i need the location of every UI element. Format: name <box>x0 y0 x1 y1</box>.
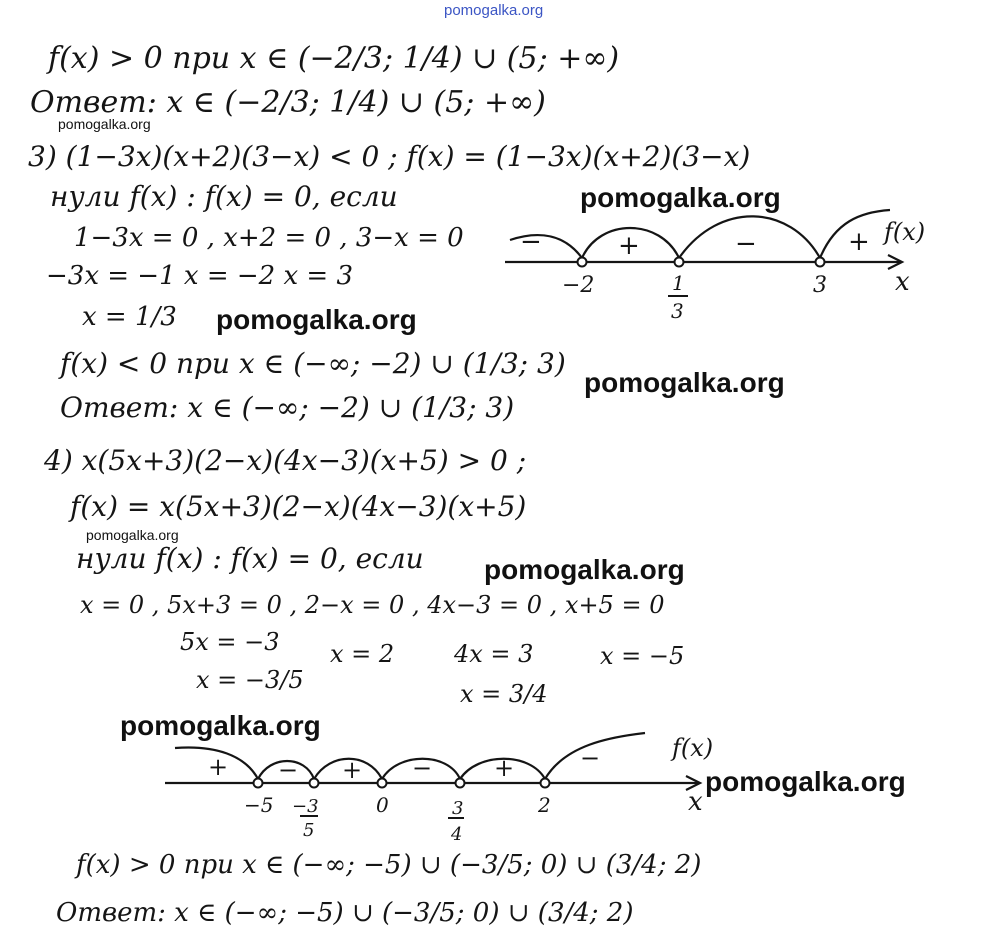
sign-label: − <box>412 754 433 782</box>
tick-label: 4 <box>451 824 463 845</box>
root-point <box>816 258 825 267</box>
zeros-heading: нули f(x) : f(x) = 0, если <box>76 542 424 575</box>
sign-arc <box>820 210 890 258</box>
watermark: pomogalka.org <box>580 182 781 213</box>
function-line: f(x) = x(5x+3)(2−x)(4x−3)(x+5) <box>70 490 527 523</box>
sign-label: − <box>735 229 757 259</box>
sign-arc <box>510 235 582 258</box>
sign-label: − <box>278 756 299 784</box>
equations-line: −3x = −1 x = −2 x = 3 <box>46 261 353 291</box>
answer-line: Ответ: x ∈ (−2/3; 1/4) ∪ (5; +∞) <box>30 85 546 120</box>
root-line: x = 1/3 <box>82 302 177 332</box>
tick-label: 2 <box>538 793 551 817</box>
answer-line: Ответ: x ∈ (−∞; −2) ∪ (1/3; 3) <box>60 391 515 424</box>
tick-label: 1 <box>672 271 685 295</box>
sign-label: + <box>342 756 363 784</box>
tick-label: 3 <box>452 798 464 819</box>
sign-arc <box>545 733 645 779</box>
sign-label: − <box>520 227 542 257</box>
tick-label: 3 <box>671 299 684 323</box>
axis-arrow-icon <box>888 255 902 269</box>
sign-arc <box>258 761 314 779</box>
problem-4-line: 4) x(5x+3)(2−x)(4x−3)(x+5) > 0 ; <box>44 444 527 477</box>
function-label: f(x) <box>884 218 926 246</box>
tick-label: −2 <box>562 273 595 298</box>
root-point <box>456 779 465 788</box>
root-point <box>254 779 263 788</box>
root-point <box>578 258 587 267</box>
watermark-small: pomogalka.org <box>86 527 179 543</box>
tick-label: −5 <box>244 793 274 817</box>
sign-label: + <box>208 753 229 781</box>
root-point <box>310 779 319 788</box>
sign-label: + <box>618 231 640 261</box>
root-point <box>378 779 387 788</box>
equation-step: 4x = 3 <box>454 640 534 668</box>
axis-label: x <box>688 787 703 817</box>
root-point <box>675 258 684 267</box>
watermark: pomogalka.org <box>484 554 685 585</box>
equation-step: x = 2 <box>330 640 395 668</box>
solution-line: f(x) > 0 при x ∈ (−2/3; 1/4) ∪ (5; +∞) <box>48 41 620 76</box>
equations-line: 1−3x = 0 , x+2 = 0 , 3−x = 0 <box>74 223 464 253</box>
root-line: x = −3/5 <box>196 666 304 694</box>
tick-label: 3 <box>813 273 827 298</box>
sign-label: + <box>494 754 515 782</box>
tick-label: −3 <box>292 796 319 817</box>
root-point <box>541 779 550 788</box>
watermark: pomogalka.org <box>705 766 906 797</box>
tick-label: 0 <box>376 793 389 817</box>
equation-step: 5x = −3 <box>180 628 280 656</box>
tick-label: 5 <box>303 820 315 841</box>
problem-3-line: 3) (1−3x)(x+2)(3−x) < 0 ; f(x) = (1−3x)(x+2)(3−x) <box>28 140 751 173</box>
watermark: pomogalka.org <box>120 710 321 741</box>
sign-arc <box>175 747 258 779</box>
watermark: pomogalka.org <box>584 367 785 398</box>
sign-arc <box>382 759 460 779</box>
sign-label: − <box>580 744 601 772</box>
equations-line: x = 0 , 5x+3 = 0 , 2−x = 0 , 4x−3 = 0 , x+5 = 0 <box>80 591 665 619</box>
sign-arc <box>679 216 820 258</box>
sign-arc <box>460 759 545 779</box>
zeros-heading: нули f(x) : f(x) = 0, если <box>50 180 398 213</box>
sign-arc <box>314 759 382 779</box>
axis-arrow-icon <box>686 776 700 790</box>
watermark-top: pomogalka.org <box>444 2 544 19</box>
axis-label: x <box>895 267 910 297</box>
solution-line: f(x) > 0 при x ∈ (−∞; −5) ∪ (−3/5; 0) ∪ (3/4; 2) <box>76 850 702 880</box>
equation-step: x = −5 <box>600 642 685 670</box>
sign-arc <box>582 228 679 258</box>
watermark-small: pomogalka.org <box>58 116 151 132</box>
watermark: pomogalka.org <box>216 304 417 335</box>
root-line: x = 3/4 <box>460 680 548 708</box>
function-label: f(x) <box>672 734 714 762</box>
answer-line: Ответ: x ∈ (−∞; −5) ∪ (−3/5; 0) ∪ (3/4; 2) <box>56 898 634 928</box>
solution-line: f(x) < 0 при x ∈ (−∞; −2) ∪ (1/3; 3) <box>60 347 566 380</box>
sign-label: + <box>848 227 870 257</box>
